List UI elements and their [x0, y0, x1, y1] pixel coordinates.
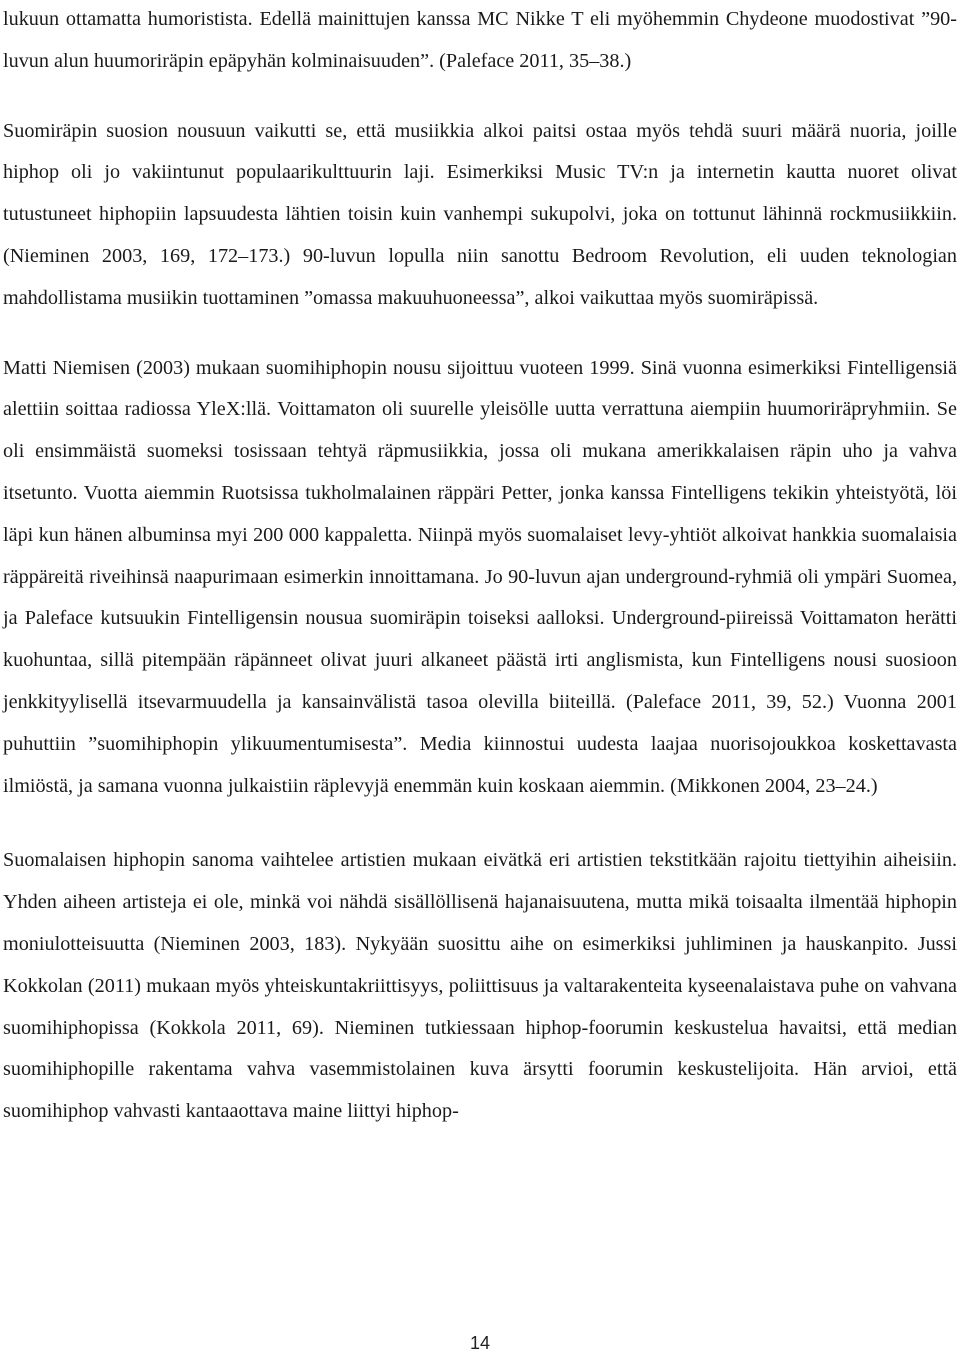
- paragraph-2: Suomiräpin suosion nousuun vaikutti se, että musiikkia alkoi paitsi ostaa myös tehdä suuri määrä nuoria, joille hiphop oli jo vakiintunut populaarikulttuurin laji. Esimerkiksi Music TV:n ja internetin kautta nuoret olivat tutustuneet hiphopiin lapsuudesta lähtien toisin kuin vanhempi sukupolvi, joka on tottunut lähinnä rockmusiikkiin. (Nieminen 2003, 169, 172–173.) 90-luvun lopulla niin sanottu Bedroom Revolution, eli uuden teknologian mahdollistama musiikin tuottaminen ”omassa makuuhuoneessa”, alkoi vaikuttaa myös suomiräpissä.: [3, 119, 957, 309]
- document-page: [3, 0, 957, 1133]
- page-number: 14: [469, 1333, 491, 1353]
- paragraph-3: Matti Niemisen (2003) mukaan suomihiphopin nousu sijoittuu vuoteen 1999. Sinä vuonna esimerkiksi Fintelligensiä alettiin soittaa radiossa YleX:llä. Voittamaton oli suurelle yleisölle uutta verrattuna aiempiin huumoriräpryhmiin. Se oli ensimmäistä suomeksi tosissaan tehtyä räpmusiikkia, jossa oli mukana amerikkalaisen räpin uho ja vahva itsetunto. Vuotta aiemmin Ruotsissa tukholmalainen räppäri Petter, jonka kanssa Fintelligens tekikin yhteistyötä, löi läpi kun hänen albuminsa myi 200 000 kappaletta. Niinpä myös suomalaiset levy-yhtiöt alkoivat hankkia suomalaisia räppäreitä riveihinsä naapurimaan esimerkin innoittamana. Jo 90-luvun ajan underground-ryhmiä oli ympäri Suomea, ja Paleface kutsuukin Fintelligensin nousua suomiräpin toiseksi aalloksi. Underground-piireissä Voittamaton herätti kuohuntaa, sillä pitempään räpänneet olivat juuri alkaneet päästä irti anglismista, kun Fintelligens nousi suosioon jenkkityylisellä itsevarmuudella ja kansainvälistä tasoa olevilla biiteillä. (Paleface 2011, 39, 52.) Vuonna 2001 puhuttiin ”suomihiphopin ylikuumentumisesta”. Media kiinnostui uudesta laajaa nuorisojoukkoa koskettavasta ilmiöstä, ja samana vuonna julkaistiin räplevyjä enemmän kuin koskaan aiemmin. (Mikkonen 2004, 23–24.): [3, 356, 957, 797]
- paragraph-4: Suomalaisen hiphopin sanoma vaihtelee artistien mukaan eivätkä eri artistien tekstitkään rajoitu tiettyihin aiheisiin. Yhden aiheen artisteja ei ole, minkä voi nähdä sisällöllisenä hajanaisuutena, mutta mikä toisaalta ilmentää hiphopin moniulotteisuutta (Nieminen 2003, 183). Nykyään suosittu aihe on esimerkiksi juhliminen ja hauskanpito. Jussi Kokkolan (2011) mukaan myös yhteiskuntakriittisyys, poliittisuus ja valtarakenteita kyseenalaistava puhe on vahvana suomihiphopissa (Kokkola 2011, 69). Nieminen tutkiessaan hiphop-foorumin keskustelua havaitsi, että median suomihiphopille rakentama vahva vasemmistolainen kuva ärsytti foorumin keskustelijoita. Hän arvioi, että suomihiphop vahvasti kantaaottava maine liittyi hiphop-: [3, 849, 957, 1123]
- paragraph-1: lukuun ottamatta humoristista. Edellä mainittujen kanssa MC Nikke T eli myöhemmin Chydeone muodostivat ”90-luvun alun huumoriräpin epäpyhän kolminaisuuden”. (Paleface 2011, 35–38.): [3, 8, 957, 72]
